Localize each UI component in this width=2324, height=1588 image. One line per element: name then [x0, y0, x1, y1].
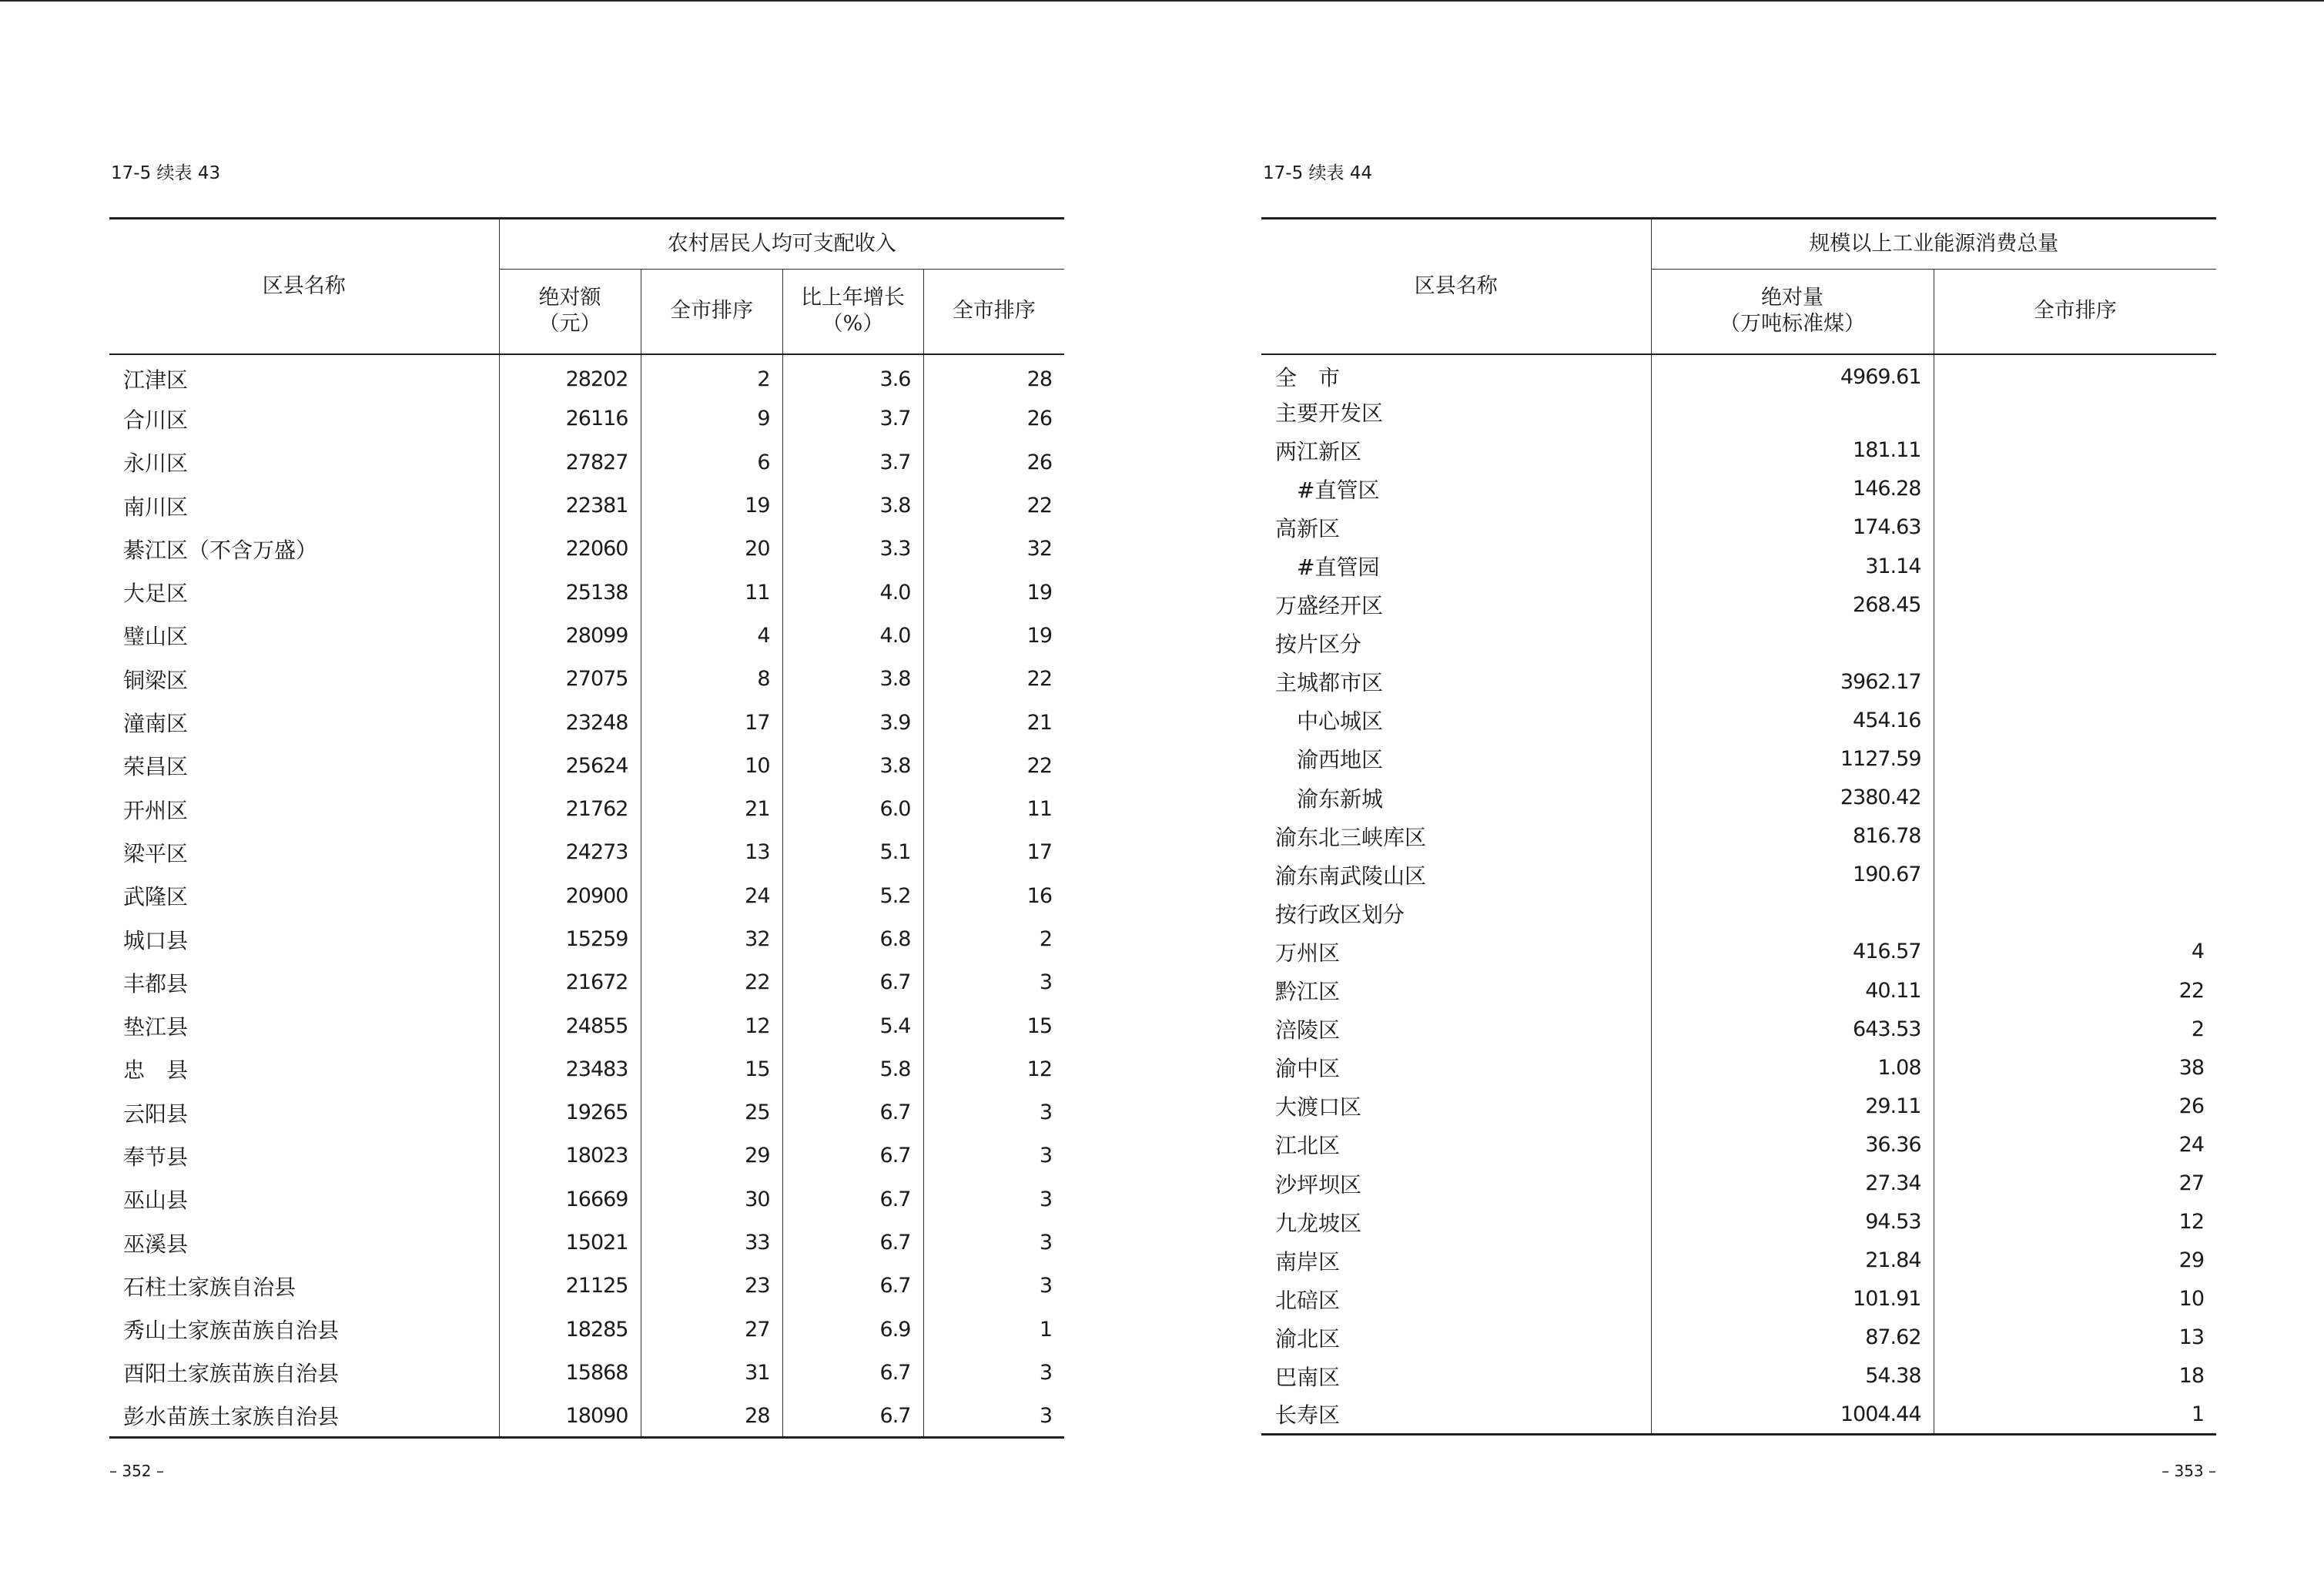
table-row: [1261, 1125, 2216, 1164]
district-name-cell: 潼南区: [123, 711, 189, 737]
value-cell: 21762: [499, 787, 641, 830]
table-row: [109, 1221, 1064, 1264]
value-cell: 27827: [499, 441, 641, 484]
district-name-cell: 渝东新城: [1297, 786, 1384, 812]
value-cell: 6.8: [782, 917, 923, 960]
table-row: [1261, 894, 2216, 933]
value-cell: [1934, 354, 2216, 393]
value-cell: 17: [641, 701, 782, 744]
column-header-growth-rank: 全市排序: [923, 270, 1064, 354]
value-cell: 3: [923, 1395, 1064, 1438]
right-page: [1261, 0, 2216, 1588]
table-row: [109, 831, 1064, 874]
value-cell: 19: [641, 484, 782, 527]
district-name-cell: 黔江区: [1275, 979, 1341, 1005]
table-row: [109, 917, 1064, 960]
value-cell: 20: [641, 528, 782, 571]
value-cell: 6.7: [782, 1178, 923, 1221]
value-cell: 30: [641, 1178, 782, 1221]
value-cell: 3: [923, 1134, 1064, 1178]
value-cell: 24855: [499, 1004, 641, 1047]
value-cell: 26: [923, 441, 1064, 484]
district-name-cell: 中心城区: [1297, 709, 1384, 735]
value-cell: 1.08: [1651, 1048, 1934, 1087]
value-cell: [1934, 431, 2216, 470]
district-name-cell: 永川区: [123, 451, 189, 477]
value-cell: 22: [641, 961, 782, 1004]
table-title: 17-5 续表 44: [1263, 163, 1373, 183]
table-row: [1261, 470, 2216, 508]
table-row: [1261, 354, 2216, 393]
district-name-cell: 全 市: [1275, 365, 1341, 391]
value-cell: 3.8: [782, 484, 923, 527]
column-header-growth: 比上年增长 （%）: [782, 270, 923, 354]
value-cell: 25624: [499, 744, 641, 787]
value-cell: [1934, 585, 2216, 624]
value-cell: 26: [923, 397, 1064, 441]
value-cell: 21: [641, 787, 782, 830]
value-cell: 40.11: [1651, 971, 1934, 1010]
value-cell: 24273: [499, 831, 641, 874]
value-cell: 21672: [499, 961, 641, 1004]
table-row: [109, 528, 1064, 571]
district-name-cell: 两江新区: [1275, 438, 1362, 464]
district-name-cell: 彭水苗族土家族自治县: [123, 1404, 340, 1430]
value-cell: 19265: [499, 1091, 641, 1134]
table-title: 17-5 续表 43: [111, 163, 221, 183]
district-name-cell: 南岸区: [1275, 1248, 1341, 1275]
value-cell: 3: [923, 1351, 1064, 1394]
value-cell: [1934, 856, 2216, 894]
value-cell: 22060: [499, 528, 641, 571]
value-cell: [1934, 779, 2216, 817]
table-row: [109, 1178, 1064, 1221]
district-name-cell: 城口县: [123, 927, 189, 953]
value-cell: 22: [1934, 971, 2216, 1010]
district-name-cell: #直管区: [1297, 477, 1380, 503]
district-name-cell: 武隆区: [123, 884, 189, 910]
value-cell: 94.53: [1651, 1203, 1934, 1241]
value-cell: 15868: [499, 1351, 641, 1394]
value-cell: 16: [923, 874, 1064, 917]
table-row: [109, 1395, 1064, 1438]
district-name-cell: 沙坪坝区: [1275, 1171, 1362, 1198]
table-row: [1261, 1395, 2216, 1434]
table-row: [109, 1091, 1064, 1134]
district-name-cell: 巫山县: [123, 1188, 189, 1214]
value-cell: 6.7: [782, 961, 923, 1004]
district-name-cell: 万盛经开区: [1275, 593, 1384, 619]
value-cell: 22: [923, 658, 1064, 701]
value-cell: 12: [641, 1004, 782, 1047]
value-cell: 27: [1934, 1164, 2216, 1202]
value-cell: 13: [1934, 1318, 2216, 1357]
table-row: [1261, 739, 2216, 778]
value-cell: 16669: [499, 1178, 641, 1221]
table-row: [109, 1351, 1064, 1394]
rural-income-table: [109, 217, 1064, 1439]
value-cell: [1934, 393, 2216, 431]
table-row: [1261, 1010, 2216, 1048]
value-cell: 2: [1934, 1010, 2216, 1048]
district-name-cell: 璧山区: [123, 624, 189, 650]
district-name-cell: 大足区: [123, 581, 189, 607]
table-row: [1261, 1357, 2216, 1395]
district-name-cell: 大渡口区: [1275, 1094, 1362, 1121]
table-row: [109, 614, 1064, 657]
table-row: [109, 571, 1064, 614]
value-cell: 1127.59: [1651, 739, 1934, 778]
value-cell: 5.4: [782, 1004, 923, 1047]
table-row: [109, 874, 1064, 917]
value-cell: 31.14: [1651, 547, 1934, 585]
district-name-cell: 巴南区: [1275, 1364, 1341, 1390]
value-cell: [1934, 624, 2216, 662]
value-cell: [1934, 508, 2216, 547]
value-cell: 4.0: [782, 571, 923, 614]
table-row: [109, 1134, 1064, 1178]
district-name-cell: 渝北区: [1275, 1325, 1341, 1352]
table-row: [109, 354, 1064, 397]
value-cell: 18: [1934, 1357, 2216, 1395]
value-cell: 1004.44: [1651, 1395, 1934, 1434]
value-cell: 22381: [499, 484, 641, 527]
value-cell: 18285: [499, 1308, 641, 1351]
value-cell: 19: [923, 614, 1064, 657]
district-name-cell: 云阳县: [123, 1101, 189, 1127]
table-row: [109, 1308, 1064, 1351]
value-cell: [1651, 894, 1934, 933]
table-row: [1261, 1164, 2216, 1202]
value-cell: 21125: [499, 1265, 641, 1308]
district-name-cell: 丰都县: [123, 970, 189, 997]
table-row: [1261, 817, 2216, 856]
value-cell: [1934, 470, 2216, 508]
value-cell: 146.28: [1651, 470, 1934, 508]
table-row: [109, 1265, 1064, 1308]
value-cell: 27075: [499, 658, 641, 701]
table-row: [1261, 1087, 2216, 1125]
value-cell: 6.9: [782, 1308, 923, 1351]
value-cell: 26: [1934, 1087, 2216, 1125]
value-cell: 3.9: [782, 701, 923, 744]
left-page: [109, 0, 1064, 1588]
district-name-cell: 按片区分: [1275, 632, 1362, 658]
district-name-cell: 奉节县: [123, 1144, 189, 1170]
value-cell: 6.7: [782, 1091, 923, 1134]
value-cell: 24: [641, 874, 782, 917]
value-cell: 4.0: [782, 614, 923, 657]
value-cell: 21.84: [1651, 1241, 1934, 1280]
value-cell: 33: [641, 1221, 782, 1264]
value-cell: 416.57: [1651, 933, 1934, 971]
table-row: [1261, 547, 2216, 585]
table-row: [1261, 933, 2216, 971]
district-name-cell: 江津区: [123, 367, 189, 394]
value-cell: 20900: [499, 874, 641, 917]
table-row: [1261, 431, 2216, 470]
value-cell: 6.0: [782, 787, 923, 830]
value-cell: [1934, 817, 2216, 856]
table-row: [1261, 1241, 2216, 1280]
district-name-cell: 江北区: [1275, 1133, 1341, 1159]
value-cell: 3.7: [782, 397, 923, 441]
value-cell: 6.7: [782, 1351, 923, 1394]
value-cell: 174.63: [1651, 508, 1934, 547]
value-cell: 6.7: [782, 1221, 923, 1264]
value-cell: 6.7: [782, 1395, 923, 1438]
value-cell: 27: [641, 1308, 782, 1351]
value-cell: 3: [923, 1265, 1064, 1308]
district-name-cell: 铜梁区: [123, 667, 189, 693]
value-cell: 2380.42: [1651, 779, 1934, 817]
district-name-cell: 渝东南武陵山区: [1275, 863, 1427, 889]
value-cell: 36.36: [1651, 1125, 1934, 1164]
value-cell: 3.8: [782, 744, 923, 787]
value-cell: 268.45: [1651, 585, 1934, 624]
value-cell: 3.7: [782, 441, 923, 484]
value-cell: 2: [923, 917, 1064, 960]
value-cell: [1651, 624, 1934, 662]
value-cell: 3: [923, 961, 1064, 1004]
table-row: [1261, 1280, 2216, 1318]
value-cell: 25: [641, 1091, 782, 1134]
value-cell: 2: [641, 354, 782, 397]
value-cell: 12: [923, 1047, 1064, 1090]
value-cell: 26116: [499, 397, 641, 441]
table-row: [109, 441, 1064, 484]
value-cell: 5.8: [782, 1047, 923, 1090]
value-cell: 15021: [499, 1221, 641, 1264]
table-row: [109, 744, 1064, 787]
value-cell: 3: [923, 1091, 1064, 1134]
value-cell: 3: [923, 1178, 1064, 1221]
value-cell: 25138: [499, 571, 641, 614]
value-cell: 23483: [499, 1047, 641, 1090]
column-header-rank: 全市排序: [641, 270, 782, 354]
value-cell: 15: [923, 1004, 1064, 1047]
district-name-cell: 长寿区: [1275, 1402, 1341, 1429]
value-cell: 17: [923, 831, 1064, 874]
value-cell: [1651, 393, 1934, 431]
page-number: – 353 –: [2162, 1462, 2216, 1480]
value-cell: 3962.17: [1651, 662, 1934, 701]
district-name-cell: 綦江区（不含万盛）: [123, 537, 318, 563]
district-name-cell: 北碚区: [1275, 1287, 1341, 1313]
district-name-cell: 高新区: [1275, 515, 1341, 541]
value-cell: 816.78: [1651, 817, 1934, 856]
table-row: [1261, 662, 2216, 701]
table-row: [1261, 701, 2216, 739]
value-cell: 29: [1934, 1241, 2216, 1280]
district-name-cell: 九龙坡区: [1275, 1210, 1362, 1236]
value-cell: 87.62: [1651, 1318, 1934, 1357]
table-row: [1261, 856, 2216, 894]
value-cell: 6: [641, 441, 782, 484]
district-name-cell: 荣昌区: [123, 754, 189, 780]
district-name-cell: 按行政区划分: [1275, 901, 1405, 927]
district-name-cell: 主要开发区: [1275, 400, 1384, 426]
value-cell: 3.6: [782, 354, 923, 397]
table-row: [1261, 1203, 2216, 1241]
value-cell: [1934, 662, 2216, 701]
table-row: [1261, 1048, 2216, 1087]
district-name-cell: 渝中区: [1275, 1056, 1341, 1082]
value-cell: 8: [641, 658, 782, 701]
district-name-cell: 垫江县: [123, 1014, 189, 1040]
value-cell: 5.1: [782, 831, 923, 874]
value-cell: 23: [641, 1265, 782, 1308]
value-cell: 3: [923, 1221, 1064, 1264]
district-name-cell: 巫溪县: [123, 1231, 189, 1257]
value-cell: 24: [1934, 1125, 2216, 1164]
value-cell: 15: [641, 1047, 782, 1090]
value-cell: 27.34: [1651, 1164, 1934, 1202]
column-header-amount: 绝对量 （万吨标准煤）: [1651, 270, 1934, 354]
value-cell: 38: [1934, 1048, 2216, 1087]
value-cell: 4: [1934, 933, 2216, 971]
district-name-cell: 石柱土家族自治县: [123, 1274, 296, 1300]
table-row: [109, 1047, 1064, 1090]
column-header-district: 区县名称: [109, 219, 499, 354]
value-cell: [1934, 701, 2216, 739]
value-cell: [1934, 894, 2216, 933]
value-cell: 22: [923, 484, 1064, 527]
value-cell: 11: [641, 571, 782, 614]
district-name-cell: 开州区: [123, 797, 189, 823]
value-cell: 190.67: [1651, 856, 1934, 894]
value-cell: 10: [641, 744, 782, 787]
table-row: [109, 484, 1064, 527]
value-cell: 6.7: [782, 1134, 923, 1178]
value-cell: [1934, 739, 2216, 778]
value-cell: 101.91: [1651, 1280, 1934, 1318]
value-cell: 29.11: [1651, 1087, 1934, 1125]
value-cell: 181.11: [1651, 431, 1934, 470]
table-row: [1261, 779, 2216, 817]
value-cell: 18023: [499, 1134, 641, 1178]
district-name-cell: 秀山土家族苗族自治县: [123, 1318, 340, 1344]
value-cell: 15259: [499, 917, 641, 960]
value-cell: 28202: [499, 354, 641, 397]
table-row: [1261, 1318, 2216, 1357]
table-row: [109, 1004, 1064, 1047]
value-cell: 9: [641, 397, 782, 441]
value-cell: 4969.61: [1651, 354, 1934, 393]
value-cell: 6.7: [782, 1265, 923, 1308]
value-cell: 18090: [499, 1395, 641, 1438]
table-row: [1261, 393, 2216, 431]
value-cell: 5.2: [782, 874, 923, 917]
column-header-amount: 绝对额 （元）: [499, 270, 641, 354]
energy-consumption-table: [1261, 217, 2216, 1436]
table-row: [109, 701, 1064, 744]
value-cell: 28: [923, 354, 1064, 397]
value-cell: [1934, 547, 2216, 585]
value-cell: 11: [923, 787, 1064, 830]
value-cell: 31: [641, 1351, 782, 1394]
value-cell: 13: [641, 831, 782, 874]
value-cell: 29: [641, 1134, 782, 1178]
value-cell: 21: [923, 701, 1064, 744]
value-cell: 28: [641, 1395, 782, 1438]
district-name-cell: 万州区: [1275, 940, 1341, 966]
value-cell: 23248: [499, 701, 641, 744]
district-name-cell: #直管园: [1297, 554, 1380, 581]
value-cell: 54.38: [1651, 1357, 1934, 1395]
table-row: [109, 961, 1064, 1004]
value-cell: 3.8: [782, 658, 923, 701]
district-name-cell: 酉阳土家族苗族自治县: [123, 1361, 340, 1387]
district-name-cell: 合川区: [123, 407, 189, 433]
table-row: [1261, 585, 2216, 624]
value-cell: 32: [923, 528, 1064, 571]
page-number: – 352 –: [109, 1462, 164, 1480]
table-row: [1261, 624, 2216, 662]
column-group-energy-consumption: 规模以上工业能源消费总量: [1651, 219, 2216, 270]
district-name-cell: 渝东北三峡库区: [1275, 824, 1427, 850]
table-row: [109, 658, 1064, 701]
district-name-cell: 渝西地区: [1297, 747, 1384, 773]
value-cell: 643.53: [1651, 1010, 1934, 1048]
column-header-rank: 全市排序: [1934, 270, 2216, 354]
table-row: [1261, 971, 2216, 1010]
value-cell: 454.16: [1651, 701, 1934, 739]
district-name-cell: 梁平区: [123, 840, 189, 866]
value-cell: 4: [641, 614, 782, 657]
value-cell: 22: [923, 744, 1064, 787]
value-cell: 1: [923, 1308, 1064, 1351]
column-header-district: 区县名称: [1261, 219, 1651, 354]
district-name-cell: 南川区: [123, 494, 189, 520]
value-cell: 19: [923, 571, 1064, 614]
district-name-cell: 涪陵区: [1275, 1017, 1341, 1044]
table-row: [1261, 508, 2216, 547]
table-row: [109, 397, 1064, 441]
column-group-rural-income: 农村居民人均可支配收入: [499, 219, 1064, 270]
value-cell: 10: [1934, 1280, 2216, 1318]
value-cell: 32: [641, 917, 782, 960]
value-cell: 28099: [499, 614, 641, 657]
table-row: [109, 787, 1064, 830]
value-cell: 3.3: [782, 528, 923, 571]
district-name-cell: 忠 县: [123, 1057, 189, 1084]
district-name-cell: 主城都市区: [1275, 670, 1384, 696]
value-cell: 1: [1934, 1395, 2216, 1434]
value-cell: 12: [1934, 1203, 2216, 1241]
